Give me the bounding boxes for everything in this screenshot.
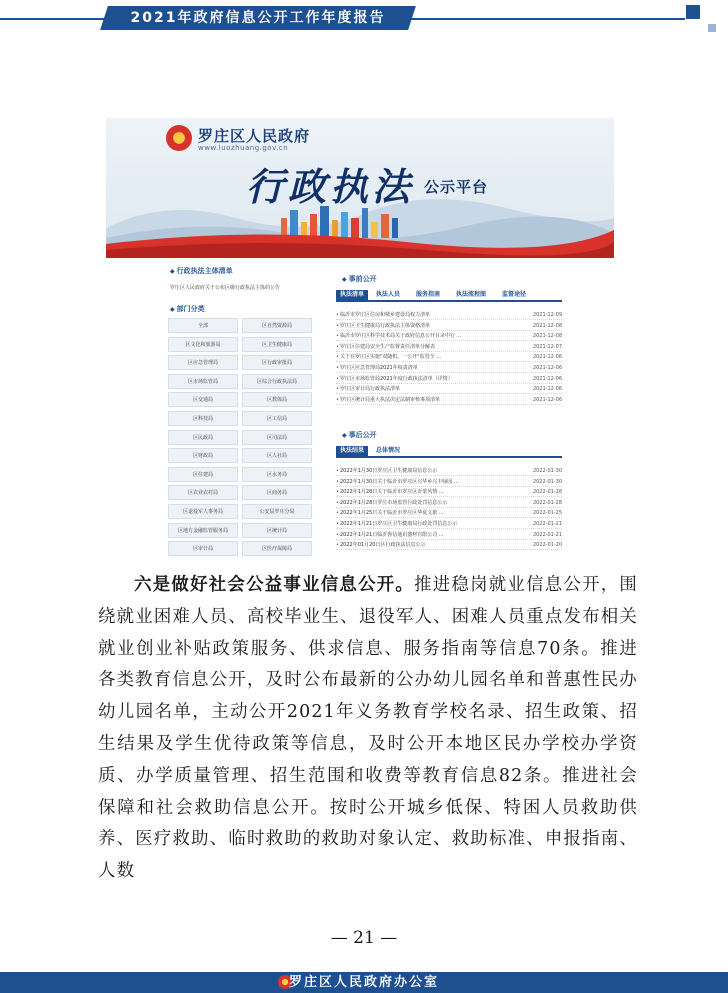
gov-url: www.luozhuang.gov.cn (198, 144, 289, 152)
list-item[interactable] (336, 487, 562, 497)
list-item[interactable] (336, 342, 562, 352)
platform-banner (106, 118, 614, 258)
list-item-date: 2022-01-30 (532, 478, 562, 485)
dept-cell[interactable]: 区退役军人事务局 (168, 504, 238, 519)
dept-cell[interactable]: 区综合行政执法局 (242, 374, 312, 389)
post-public-tabs (336, 446, 562, 458)
tab-item[interactable]: 总体情况 (376, 447, 401, 454)
list-item-title[interactable]: • 罗庄区统计局重大执法决定法制审核事项清单 (340, 395, 440, 405)
list-item-title[interactable]: • 罗庄区审计局行政执法清单 (340, 384, 400, 394)
corner-square-small-decoration (708, 24, 716, 32)
dept-cell[interactable]: 区卫生健康局 (242, 337, 312, 352)
list-item[interactable] (336, 477, 562, 487)
pre-public-tabs (336, 290, 562, 302)
dept-cell[interactable]: 区科技局 (168, 411, 238, 426)
tab-item[interactable]: 执法流程图 (456, 291, 487, 298)
tab-item[interactable]: 监督途径 (502, 291, 527, 298)
post-public-title: ◆ 事后公开 (342, 430, 377, 440)
pre-public-title: ◆ 事前公开 (342, 274, 377, 284)
list-item-title[interactable]: • 罗庄区应急管理局2021年权责清单 (340, 363, 418, 373)
dept-cell[interactable]: 区审计局 (168, 541, 238, 556)
list-item-title[interactable]: • 临沂市罗庄区住房和城乡建设局权力清单 (340, 310, 430, 320)
dept-cell[interactable]: 区市场监管局 (168, 374, 238, 389)
dept-cell[interactable]: 区自然资源局 (242, 318, 312, 333)
banner-main-title: 行政执法 (246, 164, 415, 209)
list-item-date: 2021-12-08 (532, 333, 562, 340)
dept-cell[interactable]: 区教体局 (242, 392, 312, 407)
platform-screenshot (106, 118, 614, 568)
list-item-title[interactable]: • 罗庄区住建局安全生产监督责任清单分解表 (340, 342, 435, 352)
paragraph-text: 推进稳岗就业信息公开，围绕就业困难人员、高校毕业生、退役军人、困难人员重点发布相关就业创业补贴政策服务、供求信息、服务指南等信息70条。推进各类教育信息公开，及时公布最新的公办幼儿园名单和普惠性民办幼儿园名单，主动公开2021年义务教育学校名录、招生政策、招生结果及学生优待政策等信息，及时公开本地区民办学校办学资质、办学质量管理、招生范围和收费等教育信息82条。推进社会保障和社会救助信息公开。按时公开城乡低保、特困人员救助供养、医疗救助、临时救助的救助对象认定、救助标准、申报指南、人数 (98, 575, 638, 882)
list-item[interactable] (336, 508, 562, 518)
dept-cell[interactable]: 区农业农村局 (168, 485, 238, 500)
banner-sub-title: 公示平台 (424, 178, 489, 196)
list-item[interactable] (336, 331, 562, 341)
list-item[interactable] (336, 498, 562, 508)
list-item-title[interactable]: • 临沂市罗庄区科学技术局关于政府信息公开目录中行 ... (340, 331, 461, 341)
dept-cell[interactable]: 区住建局 (168, 467, 238, 482)
dept-cell[interactable]: 区应急管理局 (168, 355, 238, 370)
page-number: — 21 — (330, 928, 398, 948)
list-item-date: 2021-12-07 (532, 343, 562, 350)
list-item[interactable] (336, 519, 562, 529)
list-item-title[interactable]: • 罗庄区市场监管局2021年度行政执法清单（详情） (340, 374, 453, 384)
list-item-title[interactable]: • 2022年1月28日罗庄市场监管行政处罚信息公示 (340, 498, 447, 508)
national-emblem-icon (166, 125, 192, 151)
dept-cell[interactable]: 区民政局 (168, 430, 238, 445)
list-item-date: 2021-12-06 (532, 386, 562, 393)
list-item-date: 2022-01-21 (532, 531, 562, 538)
list-item-date: 2022-01-25 (532, 510, 562, 517)
dept-cell[interactable]: 区交通局 (168, 392, 238, 407)
list-item-title[interactable]: • 2022年01月20日区行政执法信息公示 (340, 540, 425, 550)
footer-org: 罗庄区人民政府办公室 (288, 975, 439, 990)
list-item-date: 2021-12-06 (532, 365, 562, 371)
tab-item[interactable]: 服务指南 (416, 291, 441, 298)
dept-cell[interactable]: 区行政审批局 (242, 355, 312, 370)
list-item-title[interactable]: • 2022年1月21日临沂鲁信通讯器材有限公司 ... (340, 530, 444, 540)
list-item-title[interactable]: • 2022年1月30日罗庄区卫生健康局信息公示 (340, 466, 437, 476)
list-item-date: 2021-12-09 (532, 312, 562, 318)
dept-cell[interactable]: 区商务局 (242, 485, 312, 500)
body-paragraph (98, 570, 638, 888)
dept-cell[interactable]: 区统计局 (242, 523, 312, 538)
dept-title: ◆ 部门分类 (170, 304, 205, 314)
dept-cell[interactable]: 全部 (168, 318, 238, 333)
dept-cell[interactable]: 区人社局 (242, 448, 312, 463)
list-item-date: 2021-12-06 (532, 375, 562, 382)
list-item[interactable] (336, 384, 562, 394)
dept-cell[interactable]: 公安局罗庄分局 (242, 504, 312, 519)
tab-item[interactable]: 执法清单 (336, 290, 368, 300)
tab-item[interactable]: 执法人员 (376, 291, 401, 298)
list-item-title[interactable]: • 罗庄区卫生健康局行政执法主体资格清单 (340, 321, 430, 331)
list-item-date: 2022-01-28 (532, 489, 562, 496)
list-item[interactable] (336, 352, 562, 362)
list-item[interactable] (336, 540, 562, 550)
main-list-title: ◆ 行政执法主体清单 (170, 266, 233, 276)
paragraph-lead: 六是做好社会公益事业信息公开。 (134, 575, 415, 595)
list-item-date: 2021-12-06 (532, 354, 562, 361)
dept-cell[interactable]: 区地方金融监管服务局 (168, 523, 238, 538)
dept-cell[interactable]: 区水务局 (242, 467, 312, 482)
list-item[interactable] (336, 374, 562, 384)
dept-cell[interactable]: 区工信局 (242, 411, 312, 426)
gov-name: 罗庄区人民政府 (198, 127, 311, 145)
list-item-date: 2022-01-20 (532, 542, 562, 549)
list-item-date: 2021-12-06 (532, 396, 562, 403)
corner-square-decoration (686, 5, 700, 19)
list-item-date: 2022-01-30 (532, 468, 562, 474)
list-item[interactable] (336, 321, 562, 331)
list-item-date: 2022-01-28 (532, 499, 562, 506)
list-item-title[interactable]: • 2022年1月30日关于临沂市罗庄区兴华乡兴丰绿园 ... (340, 477, 459, 487)
list-item[interactable] (336, 395, 562, 405)
list-item[interactable] (336, 310, 562, 320)
list-item[interactable] (336, 530, 562, 540)
list-item[interactable] (336, 466, 562, 476)
list-item-date: 2021-12-08 (532, 322, 562, 329)
main-list-item[interactable]: 罗庄区人民政府关于公布区级行政执法主体的公告 (170, 285, 281, 291)
list-item-title[interactable]: • 2022年1月21日罗庄区卫生健康局行政处罚信息公示 (340, 519, 457, 529)
tab-item[interactable]: 执法结果 (336, 446, 368, 456)
list-item-title[interactable]: • 2022年1月25日关于临沂市罗庄区华夏文旅 ... (340, 508, 444, 518)
dept-cell[interactable]: 区财政局 (168, 448, 238, 463)
dept-cell[interactable]: 区医疗保障局 (242, 541, 312, 556)
list-item-title[interactable]: • 2022年1月28日关于临沂市罗庄区沂蒙风情 ... (340, 487, 444, 497)
list-item[interactable] (336, 363, 562, 373)
header-title: 2021年政府信息公开工作年度报告 (130, 10, 386, 26)
list-item-date: 2022-01-21 (532, 521, 562, 527)
dept-cell[interactable]: 区文化和旅游局 (168, 337, 238, 352)
dept-cell[interactable]: 区司法局 (242, 430, 312, 445)
list-item-title[interactable]: • 关于在罗庄区实施"双随机、一公开"监管全 ... (340, 352, 441, 362)
